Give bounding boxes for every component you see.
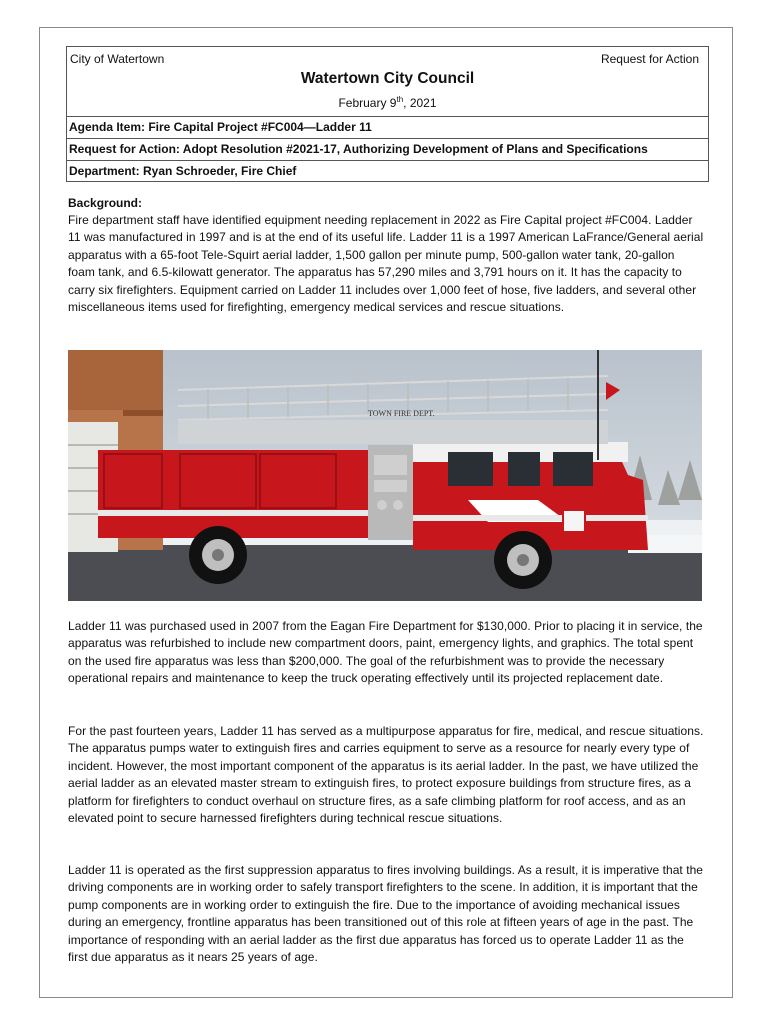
document-title: Watertown City Council [300, 70, 475, 87]
fire-truck-illustration [68, 350, 702, 601]
background-paragraph: Fire department staff have identified equipment needing replacement in 2022 as Fire Capital project #FC004. Ladder 11 was manufactured in 1997 and is at the end of its useful life. Ladder 11 is a 1997 American LaFrance/General aerial apparatus with a 65-foot Tele-Squirt aerial ladder, 1,500 gallon per minute pump, 500-gallon water tank, 20-gallon foam tank, and 6.5-kilowatt generator. The apparatus has 57,290 miles and 3,791 hours on it. It has the capacity to carry six firefighters. Equipment carried on Ladder 11 includes over 1,000 feet of hose, five ladders, and several other miscellaneous items used for firefighting, emergency medical services and rescue situations. [68, 213, 704, 315]
ladder-11-photo [68, 350, 702, 601]
meeting-date [67, 95, 708, 110]
department-row: Department: Ryan Schroeder, Fire Chief [67, 160, 708, 182]
date-year: , 2021 [403, 96, 437, 110]
request-label: Request for Action [600, 52, 699, 66]
request-for-action-row: Request for Action: Adopt Resolution #2021-17, Authorizing Development of Plans and Specifications [67, 138, 708, 160]
purchase-paragraph: Ladder 11 was purchased used in 2007 from the Eagan Fire Department for $130,000. Prior to placing it in service, the apparatus was refurbished to include new compartment doors, paint, emergency lights, and graphics. The total spent on the used fire apparatus was less than $200,000. The goal of the refurbishment was to provide the necessary operational repairs and maintenance to keep the truck operating effectively until its projected replacement date. [68, 619, 703, 686]
request-header [66, 46, 709, 182]
service-history-paragraph: For the past fourteen years, Ladder 11 has served as a multipurpose apparatus for fire, medical, and rescue situations. The apparatus pumps water to extinguish fires and carries equipment to serve as a resource for nearly every type of incident. However, the most important component of the apparatus is its aerial ladder. In the past, we have utilized the aerial ladder as an elevated master stream to extinguish fires, to protect exposure buildings from structure fires, as a platform for firefighters to conduct overhaul on structure fires, as a safe climbing platform for roof access, and as an elevated point to secure harnessed firefighters during technical rescue situations. [68, 724, 704, 826]
city-name: City of Watertown [70, 52, 165, 66]
agenda-item-row: Agenda Item: Fire Capital Project #FC004—Ladder 11 [67, 116, 708, 138]
header-top [67, 47, 708, 117]
first-due-paragraph: Ladder 11 is operated as the first suppression apparatus to fires involving buildings. As a result, it is imperative that the driving components are in working order to safely transport firefighters to the scene. In addition, it is important that the pump components are in working order to extinguish the fire. Due to the importance of avoiding mechanical issues during an emergency, frontline apparatus has been transitioned out of this role at fifteen years of age in the past. The importance of responding with an aerial ladder as the first due apparatus has forced us to operate Ladder 11 as the first due apparatus as it nears 25 years of age. [68, 863, 704, 965]
truck-lettering: TOWN FIRE DEPT. [368, 409, 435, 418]
date-suffix: th [396, 95, 404, 104]
date-main: February 9 [338, 96, 397, 110]
background-heading: Background: [68, 196, 143, 210]
